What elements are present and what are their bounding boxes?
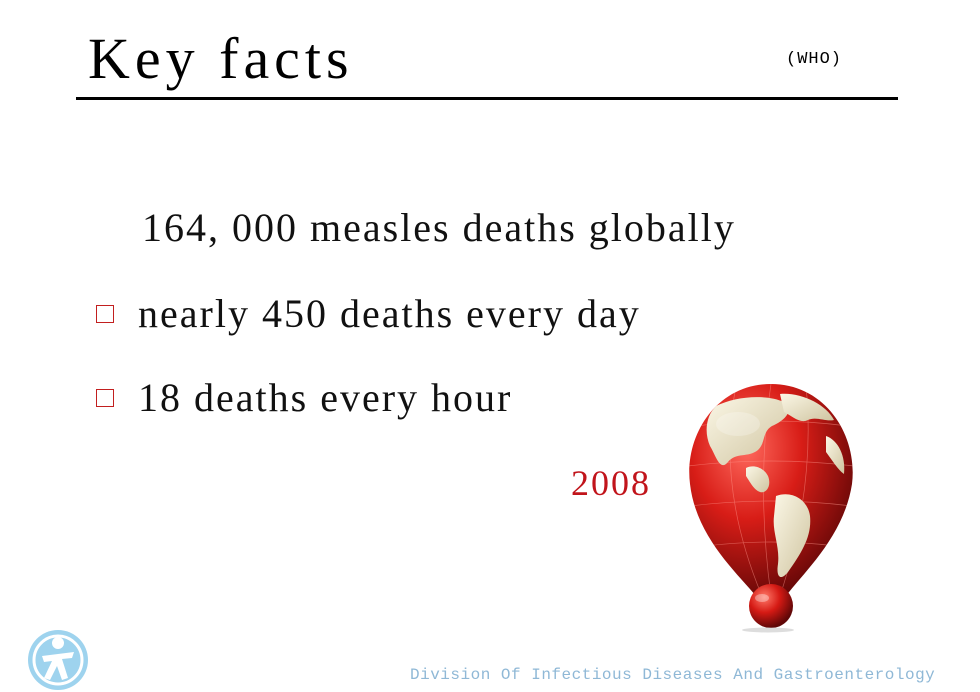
bullet-item bbox=[96, 374, 512, 421]
year-label: 2008 bbox=[571, 463, 651, 503]
globe-exclamation-illustration bbox=[676, 376, 866, 636]
headline-fact: 164, 000 measles deaths globally bbox=[142, 205, 736, 250]
square-bullet-icon bbox=[96, 389, 114, 407]
organization-logo bbox=[26, 628, 90, 692]
source-label: (WHO) bbox=[786, 50, 843, 69]
bullet-text: nearly 450 deaths every day bbox=[138, 291, 641, 336]
slide-title: Key facts bbox=[88, 26, 354, 91]
bullet-text: 18 deaths every hour bbox=[138, 375, 513, 420]
title-divider bbox=[76, 97, 898, 100]
bullet-item bbox=[96, 290, 641, 337]
footer-department: Division Of Infectious Diseases And Gastroenterology bbox=[410, 666, 936, 684]
square-bullet-icon bbox=[96, 305, 114, 323]
